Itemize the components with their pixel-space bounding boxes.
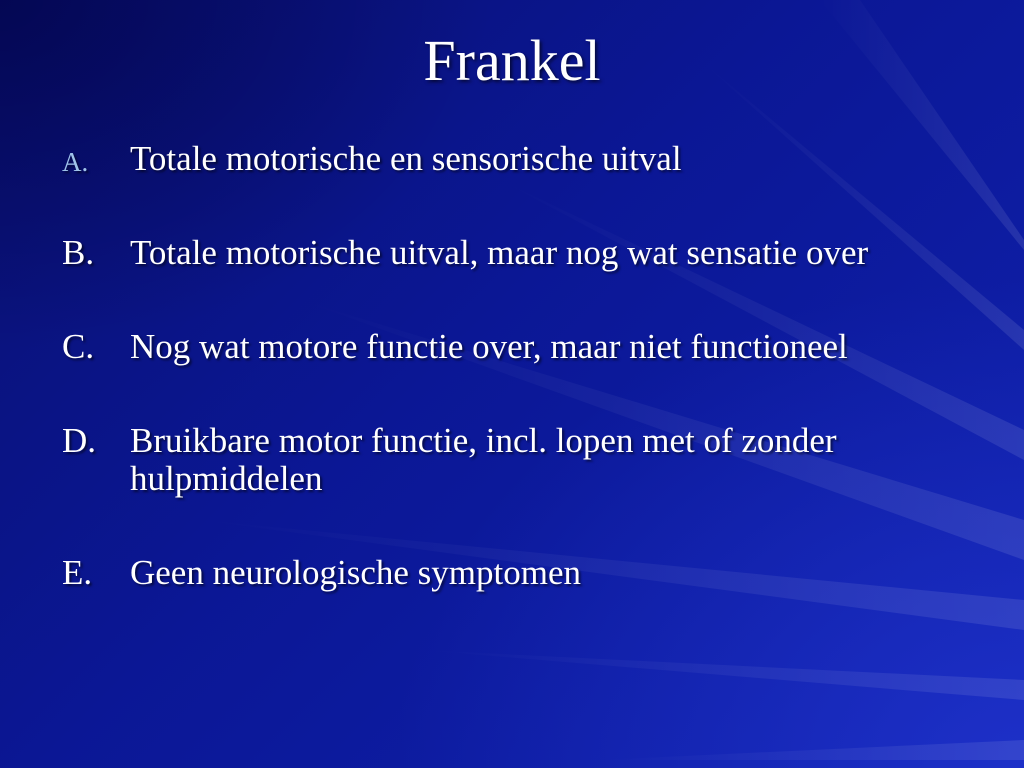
list-text-e: Geen neurologische symptomen	[130, 553, 582, 592]
list-item-b	[62, 234, 962, 272]
list-marker-e: E.	[62, 553, 93, 592]
list-marker-b: B.	[62, 233, 95, 272]
list-marker-c: C.	[62, 327, 95, 366]
list-text-a: Totale motorische en sensorische uitval	[130, 139, 682, 178]
list-item-c	[62, 328, 962, 366]
frankel-grade-list	[62, 140, 962, 592]
list-item-e	[62, 554, 962, 592]
list-marker-d: D.	[62, 421, 97, 460]
list-text-d: Bruikbare motor functie, incl. lopen met of zonder hulpmiddelen	[130, 421, 837, 498]
slide-title: Frankel	[423, 28, 601, 93]
list-text-b: Totale motorische uitval, maar nog wat sensatie over	[130, 233, 869, 272]
list-text-c: Nog wat motore functie over, maar niet functioneel	[130, 327, 848, 366]
list-item-d	[62, 422, 962, 498]
list-marker-a: A.	[62, 147, 89, 177]
list-item-a	[62, 140, 962, 178]
